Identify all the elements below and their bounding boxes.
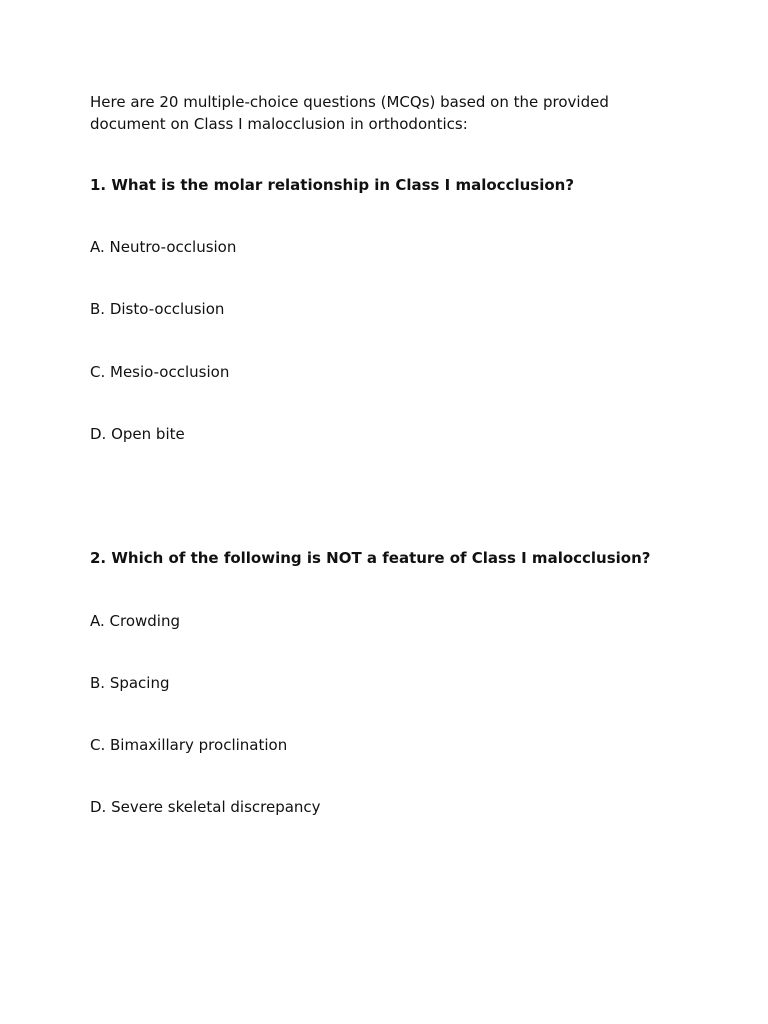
intro-line-2: document on Class I malocclusion in orthodontics: [90, 115, 468, 133]
question-2-option-a: A. Crowding [90, 612, 181, 630]
question-1-option-b: B. Disto-occlusion [90, 300, 225, 318]
question-2-option-c: C. Bimaxillary proclination [90, 736, 288, 754]
question-1-option-c: C. Mesio-occlusion [90, 363, 230, 381]
intro-line-1: Here are 20 multiple-choice questions (MCQs) based on the provided [90, 93, 609, 111]
intro-paragraph [90, 91, 650, 135]
question-2-title: 2. Which of the following is NOT a feature of Class I malocclusion? [90, 549, 651, 567]
question-1-option-a: A. Neutro-occlusion [90, 238, 237, 256]
question-2-option-b: B. Spacing [90, 674, 170, 692]
question-2-option-d: D. Severe skeletal discrepancy [90, 798, 321, 816]
question-1-title: 1. What is the molar relationship in Class I malocclusion? [90, 176, 575, 194]
question-1-option-d: D. Open bite [90, 425, 185, 443]
